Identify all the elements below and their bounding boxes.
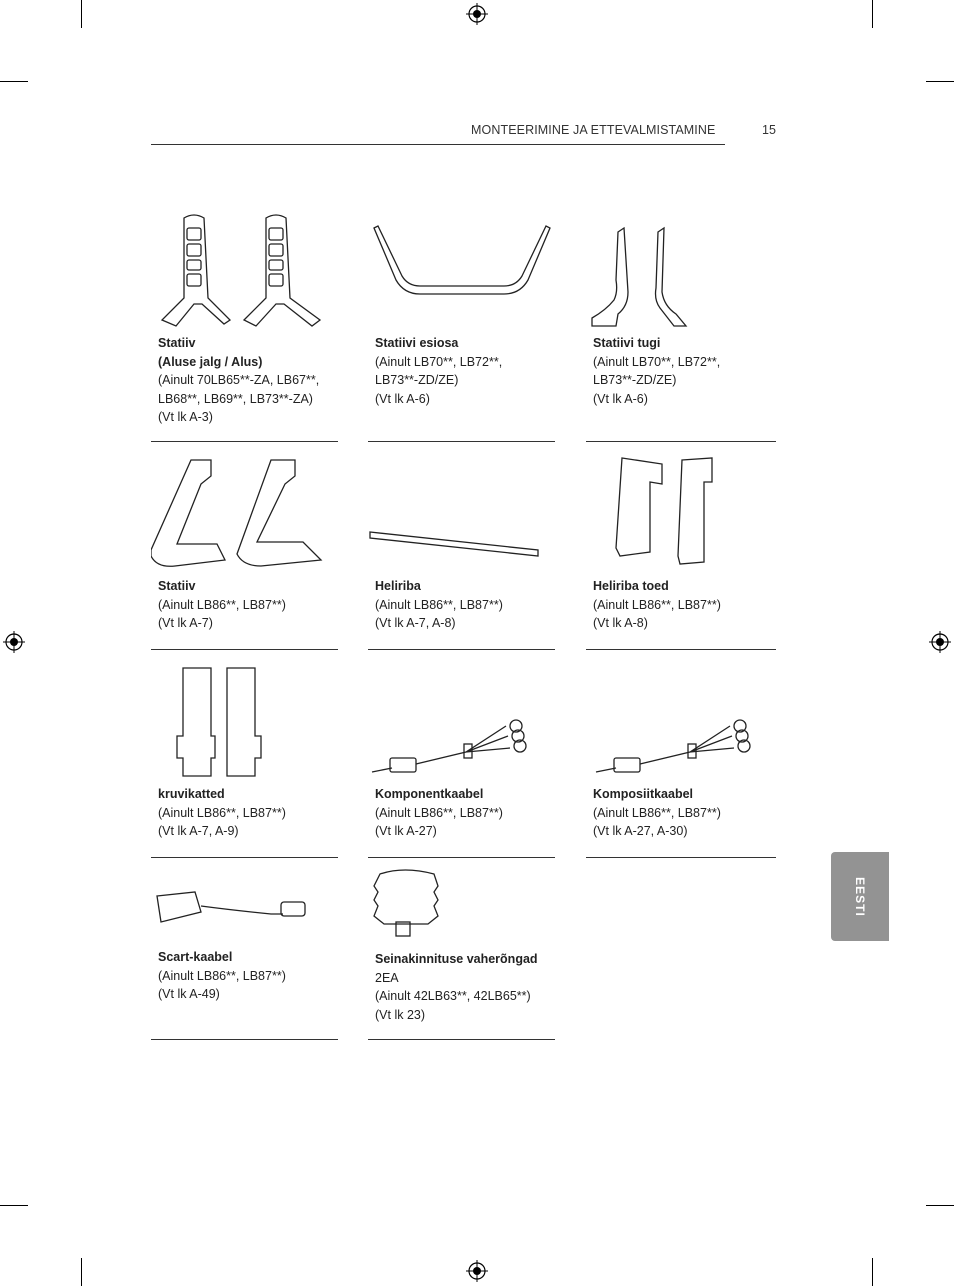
item-title: Statiivi esiosa	[375, 336, 459, 350]
item-line: LB73**-ZD/ZE)	[593, 373, 677, 388]
item-caption	[158, 577, 286, 633]
item-stand-support	[586, 210, 776, 442]
item-divider	[368, 441, 555, 442]
item-line: (Vt lk A-7)	[158, 616, 213, 631]
item-title: Statiivi tugi	[593, 336, 661, 350]
item-divider	[151, 649, 338, 650]
item-caption	[593, 577, 721, 633]
item-caption	[593, 785, 721, 841]
header-rule	[151, 144, 725, 145]
item-line: (Ainult LB86**, LB87**)	[158, 597, 286, 612]
item-line: LB68**, LB69**, LB73**-ZA)	[158, 391, 313, 406]
registration-mark-icon	[466, 1260, 488, 1282]
registration-mark-icon	[3, 631, 25, 653]
crop-mark	[872, 1258, 873, 1286]
screw-covers-icon	[151, 660, 338, 780]
item-line: (Ainult LB86**, LB87**)	[593, 597, 721, 612]
item-line: (Vt lk A-6)	[375, 391, 430, 406]
registration-mark-icon	[929, 631, 951, 653]
item-line: (Vt lk A-7, A-9)	[158, 824, 239, 839]
item-line: (Vt lk 23)	[375, 1007, 426, 1022]
crop-mark	[926, 1205, 954, 1206]
item-line: (Vt lk A-3)	[158, 410, 213, 425]
item-line: (Vt lk A-6)	[593, 391, 648, 406]
item-caption	[375, 334, 502, 408]
section-title: MONTEERIMINE JA ETTEVALMISTAMINE	[471, 123, 716, 137]
item-line: (Vt lk A-27, A-30)	[593, 824, 688, 839]
item-title: Statiiv	[158, 336, 196, 350]
page-number: 15	[762, 123, 776, 137]
item-divider	[368, 857, 555, 858]
crop-mark	[926, 81, 954, 82]
item-divider	[151, 857, 338, 858]
item-divider	[368, 1039, 555, 1040]
language-tab	[831, 852, 889, 941]
item-line: (Vt lk A-8)	[593, 616, 648, 631]
item-line: (Aluse jalg / Alus)	[158, 354, 263, 369]
crop-mark	[0, 1205, 28, 1206]
item-soundbar-supports	[586, 452, 776, 650]
item-title: Statiiv	[158, 579, 196, 593]
item-caption	[158, 334, 319, 427]
item-line: (Ainult 70LB65**-ZA, LB67**,	[158, 373, 320, 388]
item-caption	[375, 950, 538, 1024]
item-title: Scart-kaabel	[158, 950, 233, 964]
item-divider	[151, 441, 338, 442]
item-stand-lb86	[151, 452, 338, 650]
stand-support-icon	[586, 210, 776, 330]
crop-mark	[872, 0, 873, 28]
crop-mark	[0, 81, 28, 82]
item-component-cable	[368, 660, 555, 858]
item-divider	[586, 649, 776, 650]
item-soundbar	[368, 452, 555, 650]
item-line: (Ainult LB86**, LB87**)	[158, 805, 286, 820]
item-title: kruvikatted	[158, 787, 225, 801]
registration-mark-icon	[466, 3, 488, 25]
scart-cable-icon	[151, 868, 338, 948]
soundbar-icon	[368, 452, 555, 572]
item-caption	[375, 785, 503, 841]
item-caption	[158, 785, 286, 841]
item-line: (Vt lk A-49)	[158, 987, 220, 1002]
stand-frame-icon	[151, 452, 338, 572]
item-line: (Ainult LB86**, LB87**)	[375, 597, 503, 612]
wall-spacer-icon	[368, 868, 555, 948]
stand-front-icon	[368, 210, 555, 330]
item-caption	[593, 334, 720, 408]
item-line: (Ainult LB70**, LB72**,	[375, 354, 503, 369]
item-line: 2EA	[375, 970, 399, 985]
item-divider	[586, 857, 776, 858]
item-line: (Vt lk A-7, A-8)	[375, 616, 456, 631]
component-cable-icon	[368, 660, 555, 780]
item-divider	[586, 441, 776, 442]
item-stand	[151, 210, 338, 442]
item-line: (Ainult LB86**, LB87**)	[158, 968, 286, 983]
item-caption	[158, 948, 286, 1004]
item-line: LB73**-ZD/ZE)	[375, 373, 459, 388]
item-title: Heliriba	[375, 579, 421, 593]
item-line: (Ainult LB70**, LB72**,	[593, 354, 721, 369]
language-tab-label: EESTI	[853, 876, 867, 917]
item-caption	[375, 577, 503, 633]
item-title: Seinakinnituse vaherõngad	[375, 952, 538, 966]
item-title: Heliriba toed	[593, 579, 669, 593]
composite-cable-icon	[586, 660, 776, 780]
item-line: (Ainult LB86**, LB87**)	[593, 805, 721, 820]
item-line: (Vt lk A-27)	[375, 824, 437, 839]
item-line: (Ainult LB86**, LB87**)	[375, 805, 503, 820]
crop-mark	[81, 0, 82, 28]
item-title: Komponentkaabel	[375, 787, 484, 801]
item-divider	[368, 649, 555, 650]
item-stand-front	[368, 210, 555, 442]
stand-legs-icon	[151, 210, 338, 330]
item-scart-cable	[151, 868, 338, 1040]
item-wall-spacers	[368, 868, 555, 1040]
item-line: (Ainult 42LB63**, 42LB65**)	[375, 989, 531, 1004]
soundbar-supports-icon	[586, 452, 776, 572]
item-divider	[151, 1039, 338, 1040]
crop-mark	[81, 1258, 82, 1286]
item-screw-covers	[151, 660, 338, 858]
item-composite-cable	[586, 660, 776, 858]
item-title: Komposiitkaabel	[593, 787, 694, 801]
